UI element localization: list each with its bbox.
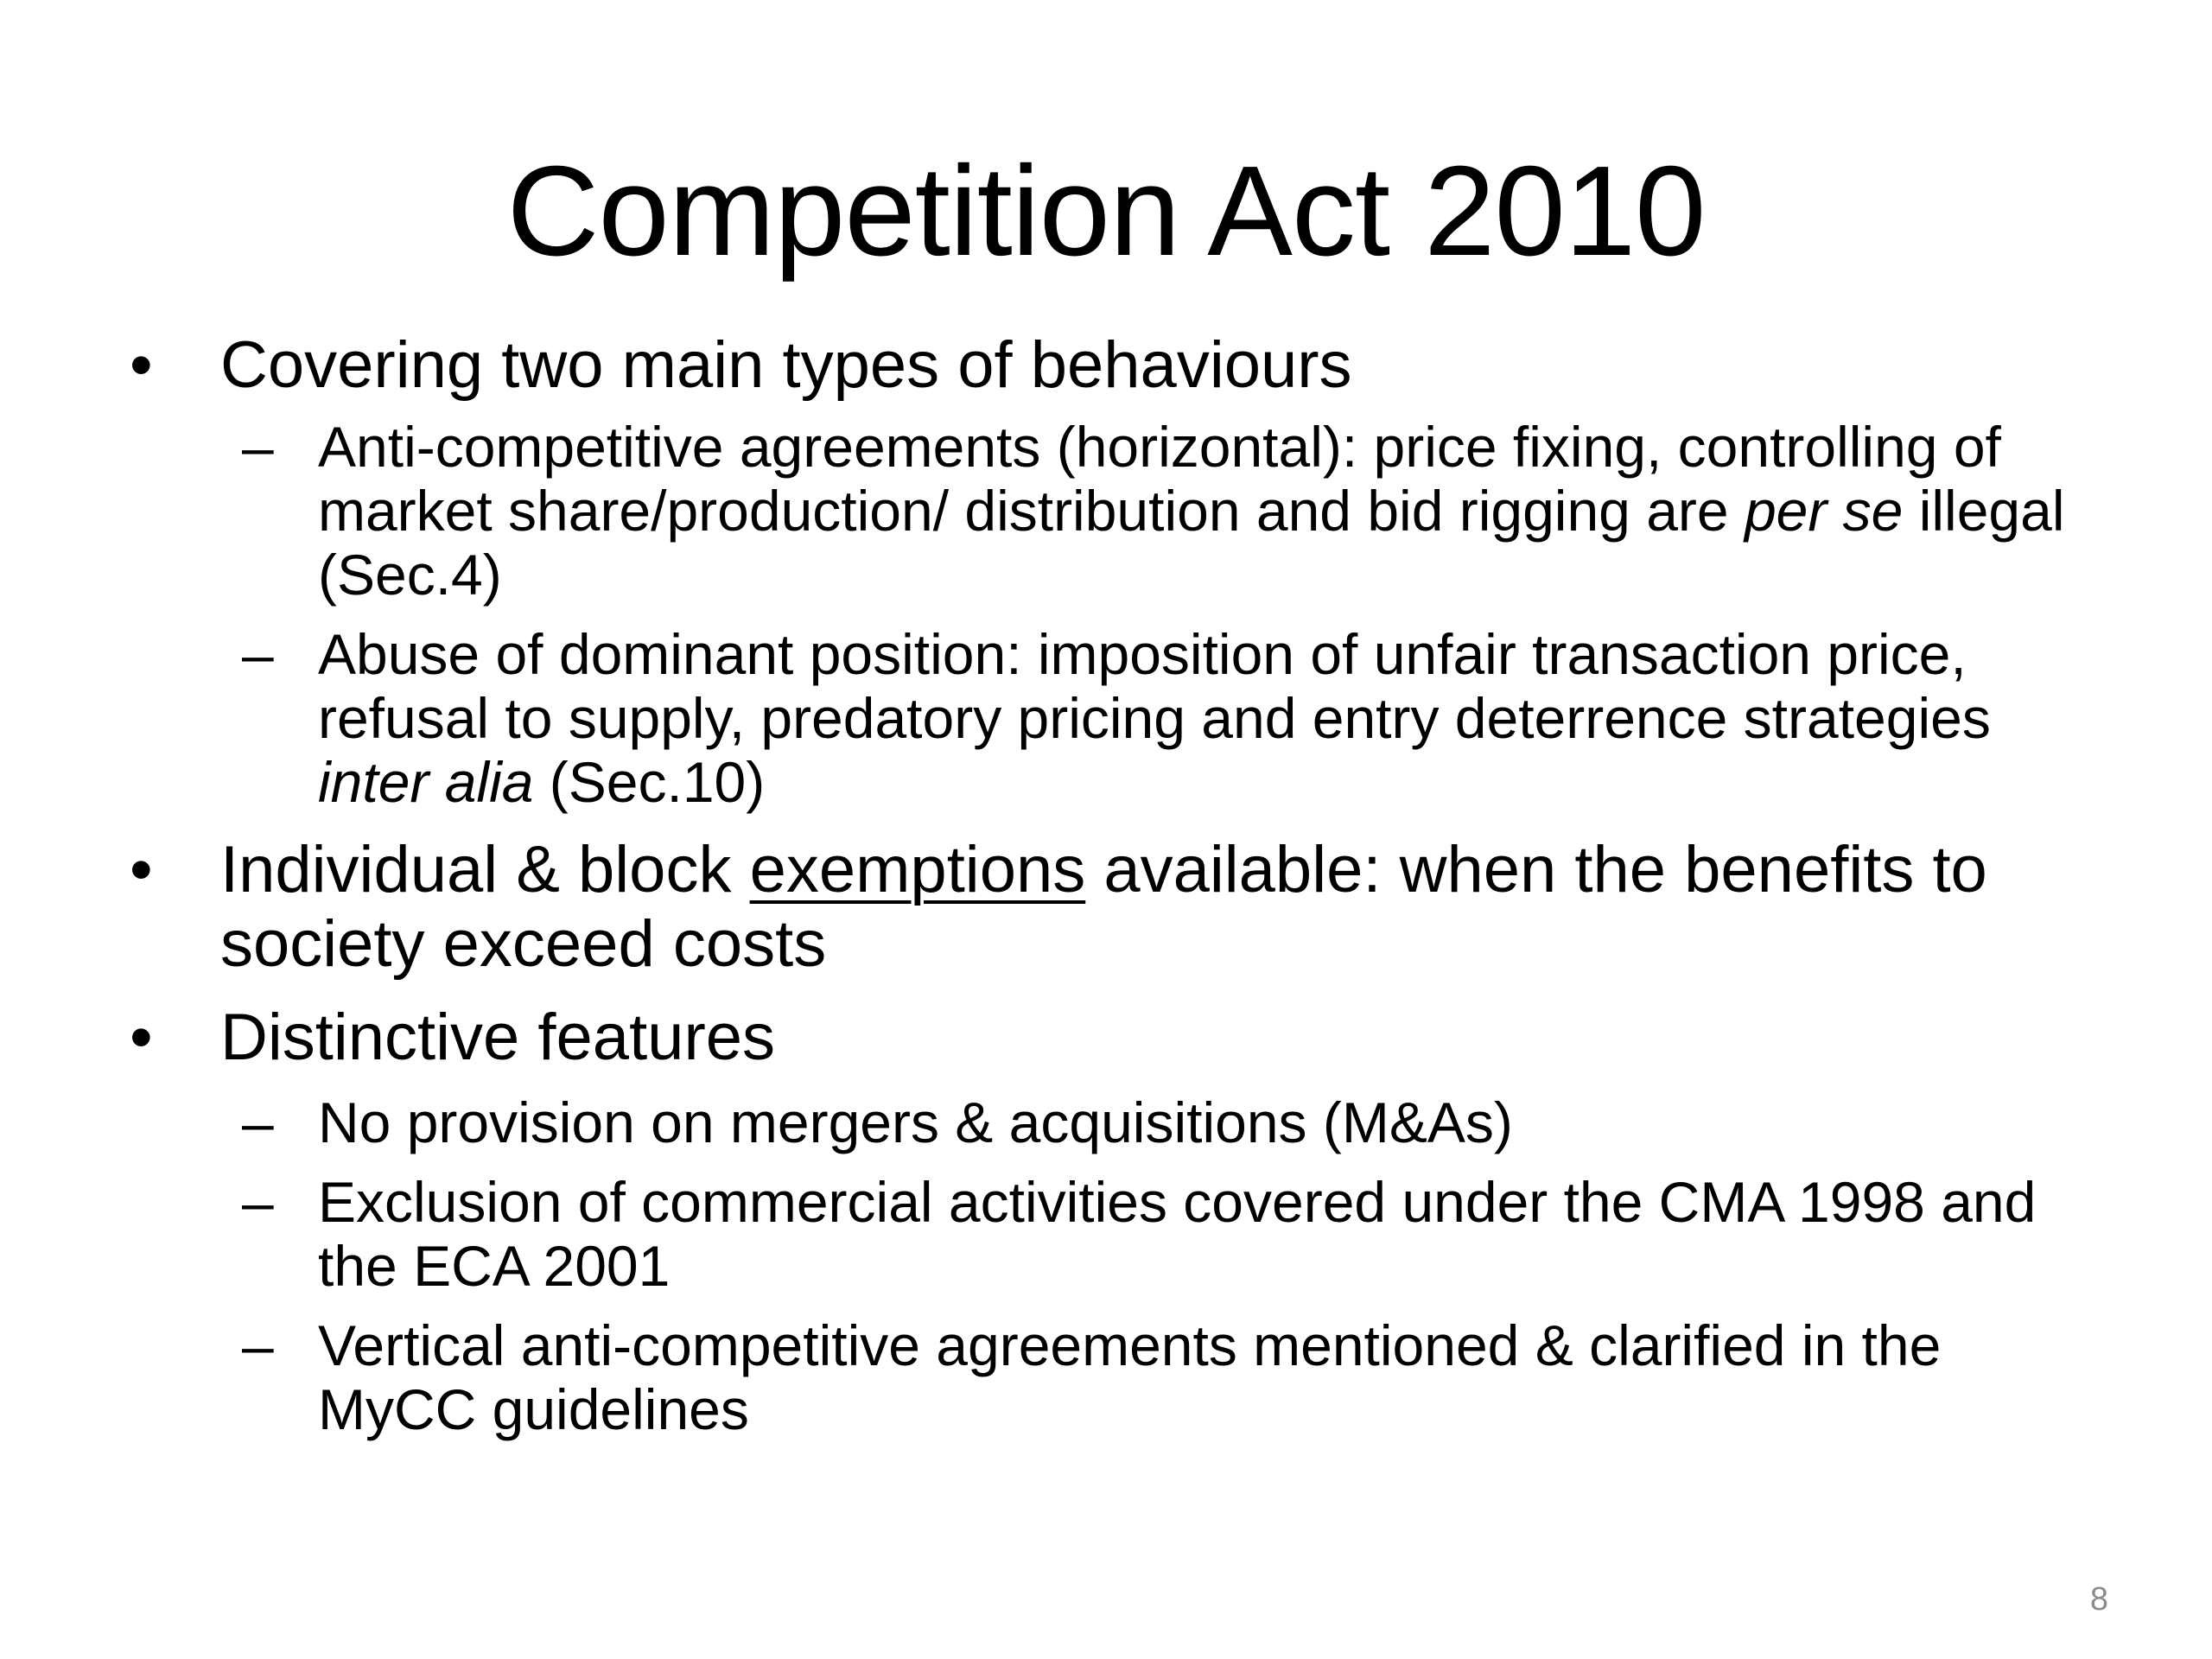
sub-bullet-item — [130, 1313, 2100, 1441]
bullet-item — [130, 1001, 2100, 1075]
sub-bullet-item — [130, 1170, 2100, 1298]
bullet-marker: • — [130, 328, 153, 402]
sub-bullet-text: No provision on mergers & acquisitions (M&As) — [318, 1090, 1513, 1154]
slide-body — [130, 328, 2100, 1441]
sub-bullet-text: Exclusion of commercial activities covered under the CMA 1998 and the ECA 2001 — [318, 1170, 2037, 1298]
bullet-text-end: available: when the benefits to society exceed costs — [220, 833, 1987, 981]
sub-bullet-text-end: illegal (Sec.4) — [318, 479, 2065, 607]
slide-title: Competition Act 2010 — [506, 140, 1706, 283]
page-number: 8 — [2089, 1581, 2108, 1618]
dash-marker: – — [242, 415, 274, 479]
dash-marker: – — [242, 1090, 274, 1154]
dash-marker: – — [242, 1170, 274, 1234]
sub-bullet-text: Vertical anti-competitive agreements mentioned & clarified in the MyCC guidelines — [318, 1313, 1942, 1441]
sub-bullet-text: Abuse of dominant position: imposition of unfair transaction price, refusal to supply, predatory pricing and entry deterrence strategies — [318, 622, 1991, 750]
sub-bullet-item — [130, 622, 2100, 814]
bullet-item — [130, 833, 2100, 982]
sub-bullet-text-end: (Sec.10) — [533, 750, 766, 814]
underlined-term: exemptions — [749, 833, 1086, 906]
sub-bullet-emphasis: per se — [1744, 479, 1904, 543]
sub-bullet-emphasis: inter alia — [318, 750, 534, 814]
bullet-marker: • — [130, 833, 153, 906]
bullet-item — [130, 328, 2100, 403]
sub-bullet-item — [130, 1090, 2100, 1154]
bullet-text: Individual & block — [220, 833, 750, 906]
bullet-text: Distinctive features — [220, 1001, 776, 1074]
sub-bullet-item — [130, 415, 2100, 607]
dash-marker: – — [242, 1313, 274, 1377]
bullet-marker: • — [130, 1001, 153, 1074]
bullet-text: Covering two main types of behaviours — [220, 328, 1352, 402]
dash-marker: – — [242, 622, 274, 686]
sub-bullet-text: Anti-competitive agreements (horizontal): price fixing, controlling of market share/production/ distribution and bid rigging are — [318, 415, 2001, 543]
